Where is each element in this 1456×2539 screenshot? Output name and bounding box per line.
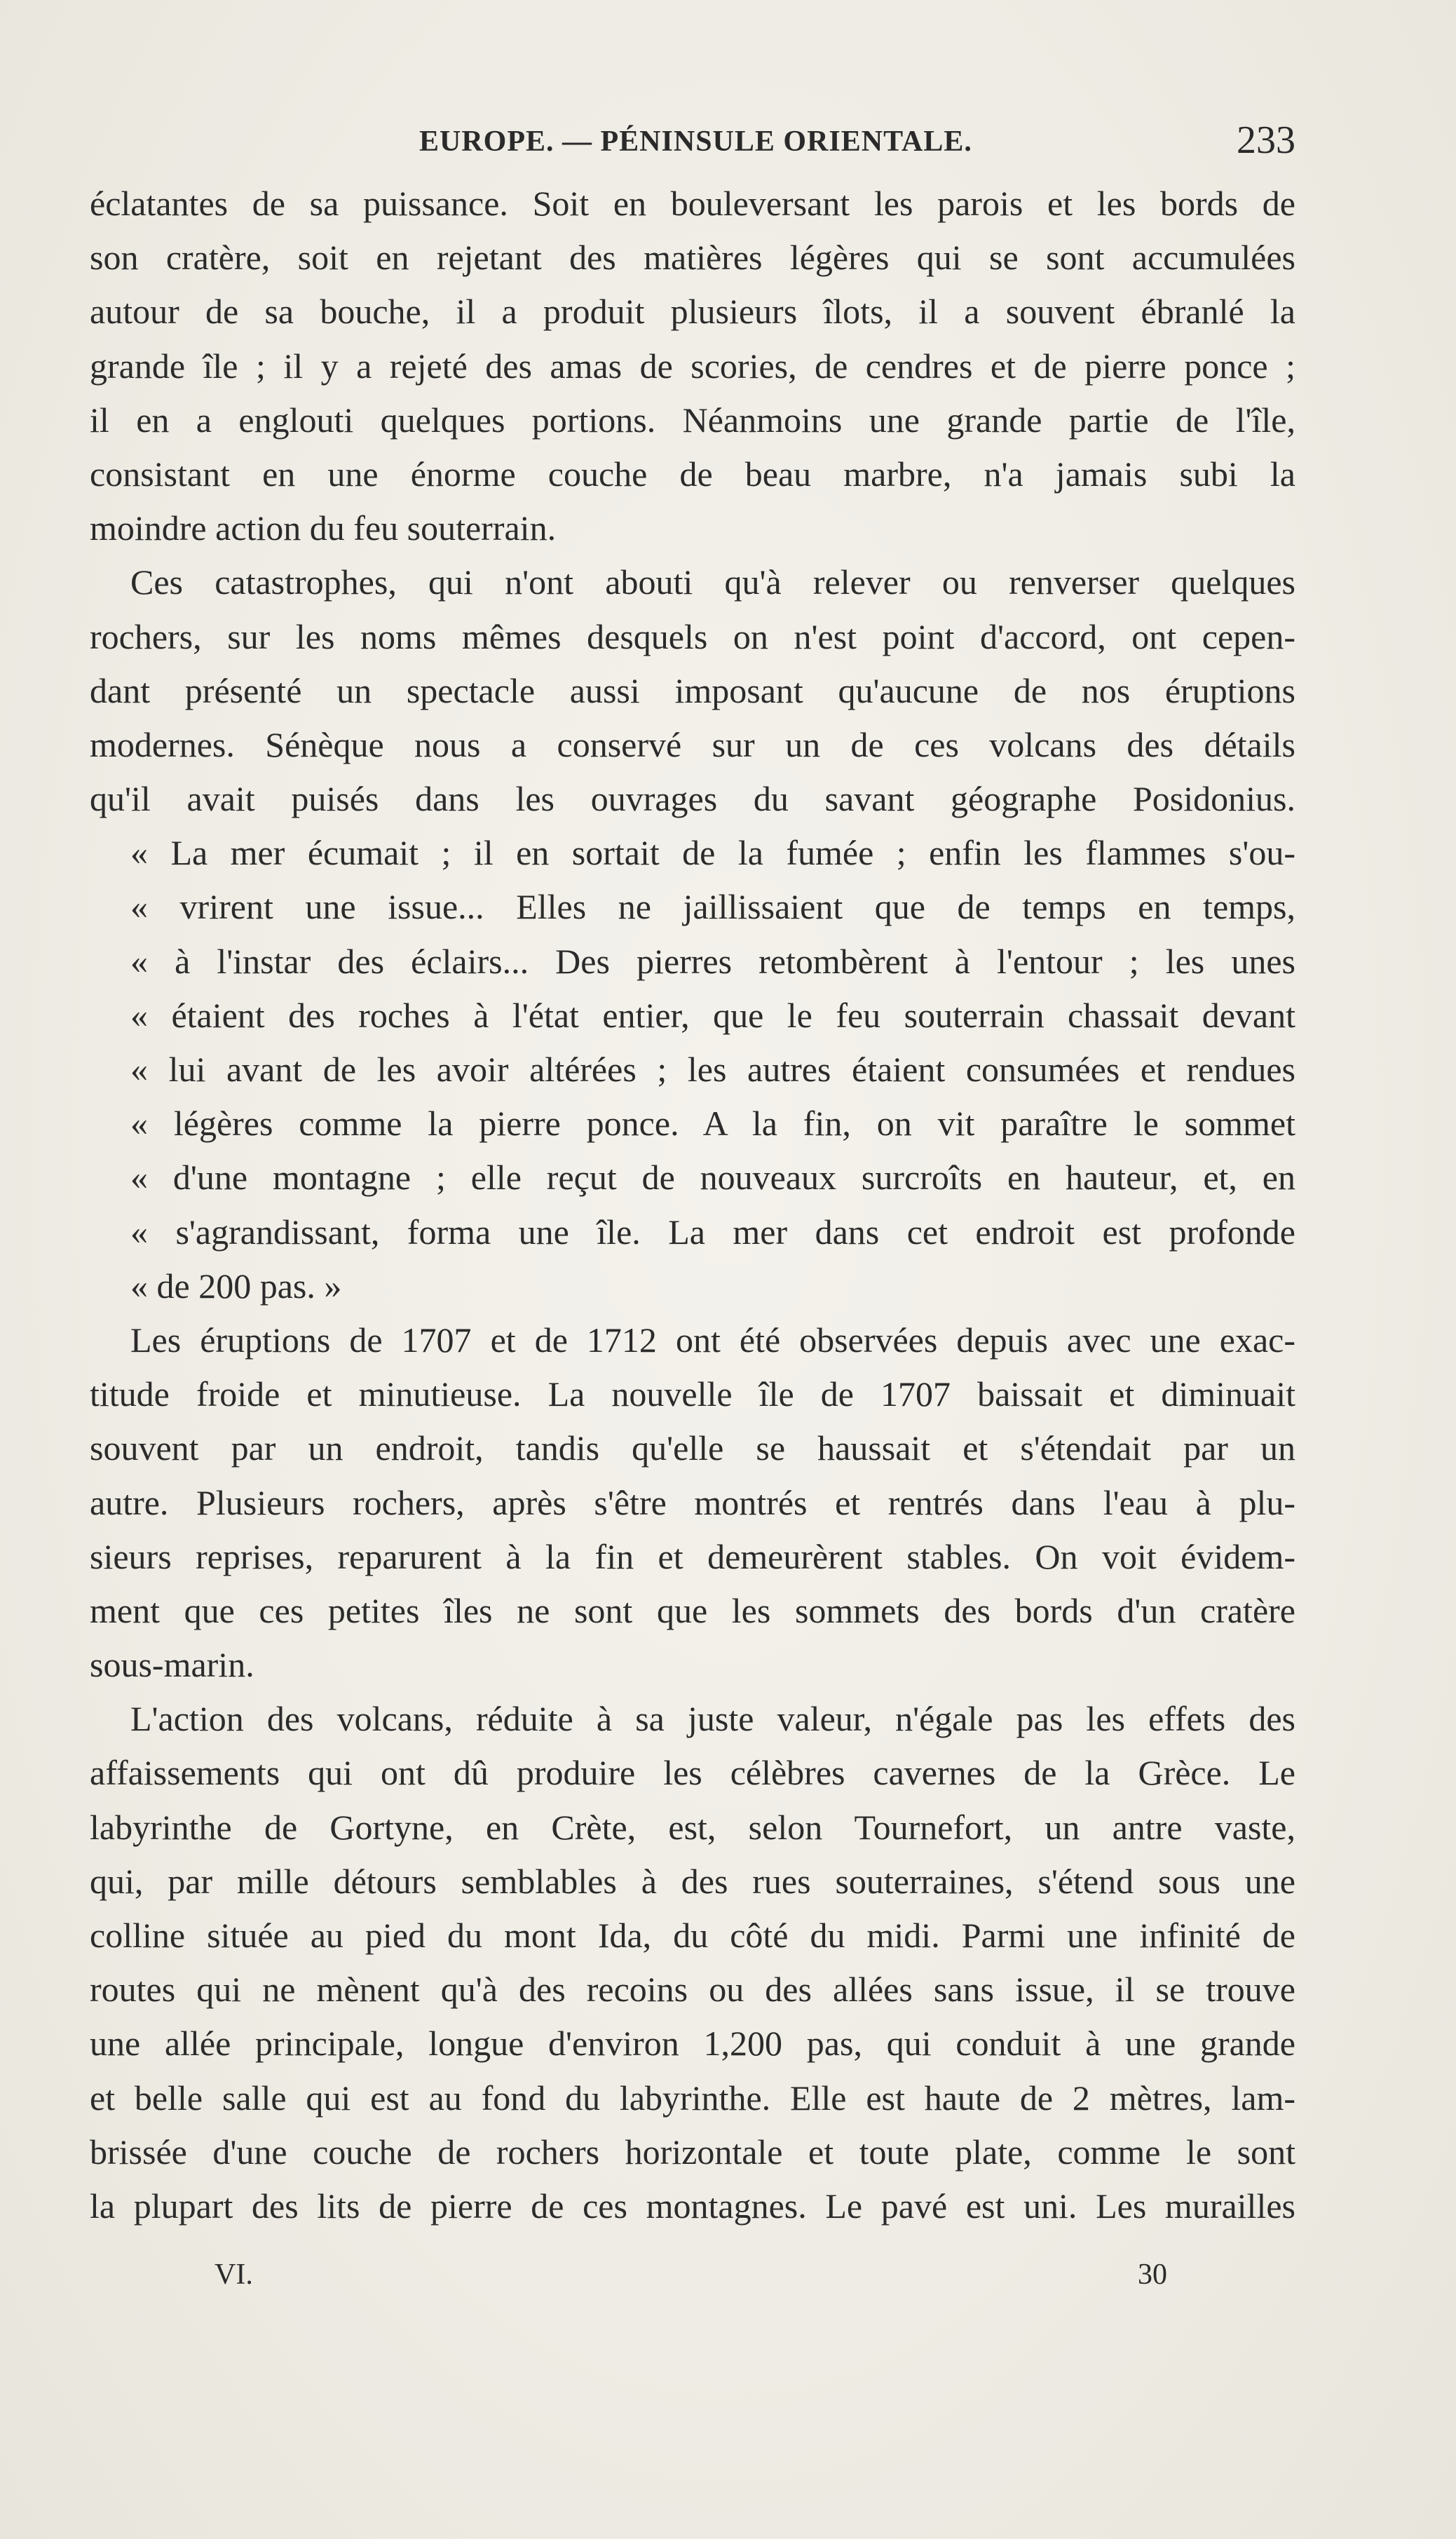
text-line: sous-marin. xyxy=(90,1645,254,1685)
text-line: modernes. Sénèque nous a conservé sur un de ces volcans des détails xyxy=(90,724,1295,764)
text-line: titude froide et minutieuse. La nouvelle île de 1707 baissait et diminuait xyxy=(90,1374,1295,1414)
text-line: la plupart des lits de pierre de ces montagnes. Le pavé est uni. Les murailles xyxy=(90,2186,1295,2226)
text-line: il en a englouti quelques portions. Néanmoins une grande partie de l'île, xyxy=(90,400,1295,440)
text-line: dant présenté un spectacle aussi imposant qu'aucune de nos éruptions xyxy=(90,670,1295,710)
text-line: qui, par mille détours semblables à des rues souterraines, s'étend sous une xyxy=(90,1861,1295,1901)
text-line: souvent par un endroit, tandis qu'elle se haussait et s'étendait par un xyxy=(90,1428,1295,1468)
text-line: éclatantes de sa puissance. Soit en bouleversant les parois et les bords de xyxy=(90,184,1295,223)
body-text xyxy=(90,177,1295,2233)
quote-line: « légères comme la pierre ponce. A la fin, on vit paraître le sommet xyxy=(130,1104,1295,1144)
text-line: labyrinthe de Gortyne, en Crète, est, selon Tournefort, un antre vaste, xyxy=(90,1807,1295,1847)
text-line: grande île ; il y a rejeté des amas de scories, de cendres et de pierre ponce ; xyxy=(90,346,1295,386)
text-line: Les éruptions de 1707 et de 1712 ont été observées depuis avec une exac- xyxy=(130,1320,1295,1360)
quote-line: « La mer écumait ; il en sortait de la fumée ; enfin les flammes s'ou- xyxy=(130,833,1295,873)
text-line: affaissements qui ont dû produire les célèbres cavernes de la Grèce. Le xyxy=(90,1753,1295,1793)
quote-line: « lui avant de les avoir altérées ; les autres étaient consumées et rendues xyxy=(130,1050,1295,1089)
text-line: colline située au pied du mont Ida, du côté du midi. Parmi une infinité de xyxy=(90,1916,1295,1955)
quote-line: « de 200 pas. » xyxy=(130,1266,342,1306)
quote-line: « s'agrandissant, forma une île. La mer dans cet endroit est profonde xyxy=(130,1212,1295,1252)
text-line: sieurs reprises, reparurent à la fin et demeurèrent stables. On voit évidem- xyxy=(90,1536,1295,1576)
signature-mark: 30 xyxy=(1138,2259,1167,2291)
text-line: autre. Plusieurs rochers, après s'être montrés et rentrés dans l'eau à plu- xyxy=(90,1482,1295,1522)
text-line: autour de sa bouche, il a produit plusieurs îlots, il a souvent ébranlé la xyxy=(90,292,1295,332)
page-number: 233 xyxy=(1237,119,1295,162)
text-line: et belle salle qui est au fond du labyrinthe. Elle est haute de 2 mètres, lam- xyxy=(90,2078,1295,2118)
quote-line: « étaient des roches à l'état entier, que le feu souterrain chassait devant xyxy=(130,995,1295,1035)
text-line: Ces catastrophes, qui n'ont abouti qu'à relever ou renverser quelques xyxy=(130,562,1295,602)
text-line: rochers, sur les noms mêmes desquels on n'est point d'accord, ont cepen- xyxy=(90,616,1295,656)
volume-number: VI. xyxy=(215,2259,253,2291)
text-line: ment que ces petites îles ne sont que les sommets des bords d'un cratère xyxy=(90,1590,1295,1630)
quote-line: « à l'instar des éclairs... Des pierres retombèrent à l'entour ; les unes xyxy=(130,941,1295,981)
text-line: qu'il avait puisés dans les ouvrages du savant géographe Posidonius. xyxy=(90,779,1295,819)
text-line: consistant en une énorme couche de beau marbre, n'a jamais subi la xyxy=(90,454,1295,494)
quote-line: « d'une montagne ; elle reçut de nouveaux surcroîts en hauteur, et, en xyxy=(130,1158,1295,1198)
page-header xyxy=(90,118,1295,167)
text-line: brissée d'une couche de rochers horizontale et toute plate, comme le sont xyxy=(90,2132,1295,2172)
quote-line: « vrirent une issue... Elles ne jaillissaient que de temps en temps, xyxy=(130,887,1295,927)
text-line: moindre action du feu souterrain. xyxy=(90,508,557,548)
page-footer xyxy=(90,2258,1295,2300)
text-line: une allée principale, longue d'environ 1,200 pas, qui conduit à une grande xyxy=(90,2024,1295,2064)
text-line: L'action des volcans, réduite à sa juste valeur, n'égale pas les effets des xyxy=(130,1699,1295,1739)
text-line: routes qui ne mènent qu'à des recoins ou des allées sans issue, il se trouve xyxy=(90,1970,1295,2010)
running-head: EUROPE. — PÉNINSULE ORIENTALE. xyxy=(419,126,972,158)
text-line: son cratère, soit en rejetant des matières légères qui se sont accumulées xyxy=(90,238,1295,278)
